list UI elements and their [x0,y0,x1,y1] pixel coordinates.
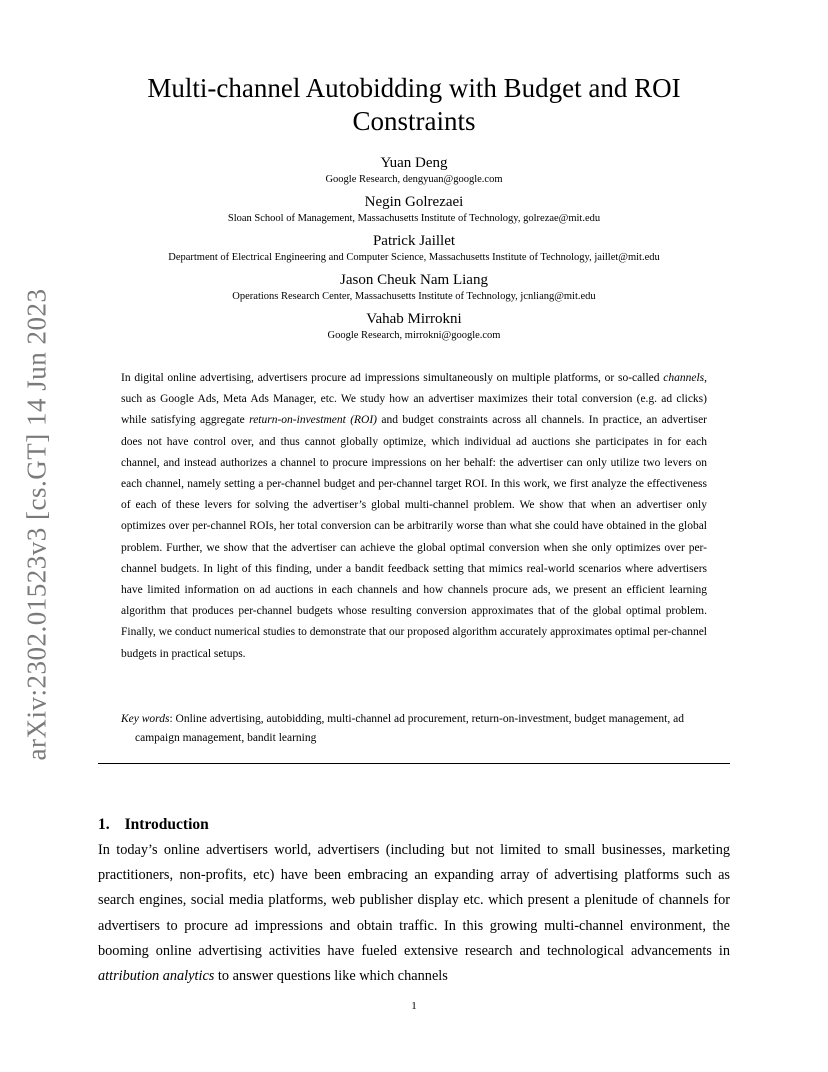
author-block [98,193,730,226]
author-affiliation: Sloan School of Management, Massachusetts Institute of Technology, golrezae@mit.edu [227,213,601,224]
horizontal-rule [98,763,730,764]
author-name: Negin Golrezaei [364,194,464,210]
abstract [121,368,707,665]
author-block [98,271,730,304]
body-text: to answer questions like which channels [214,968,448,985]
author-affiliation: Department of Electrical Engineering and Computer Science, Massachusetts Institute of Technology, jaillet@mit.edu [168,252,660,263]
author-name: Yuan Deng [380,155,448,171]
author-block [98,232,730,265]
body-emphasis: attribution analytics [98,968,215,985]
paper-title: Multi-channel Autobidding with Budget and ROI Constraints [147,73,681,136]
author-affiliation: Google Research, dengyuan@google.com [325,174,503,185]
section-heading [98,814,209,836]
author-block [98,154,730,187]
abstract-text: In digital online advertising, advertisers procure ad impressions simultaneously on multiple platforms, or so-called [121,372,664,384]
arxiv-identifier: arXiv:2302.01523v3 [cs.GT] 14 Jun 2023 [21,288,52,760]
author-name: Vahab Mirrokni [366,311,462,327]
author-affiliation: Operations Research Center, Massachusetts Institute of Technology, jcnliang@mit.edu [232,291,596,302]
section-number: 1. [98,816,110,833]
author-affiliation: Google Research, mirrokni@google.com [327,330,501,341]
keywords-text: Online advertising, autobidding, multi-channel ad procurement, return-on-investment, budget management, ad campaign management, bandit learning [135,713,684,744]
author-block [98,310,730,343]
author-name: Jason Cheuk Nam Liang [340,272,488,288]
abstract-text: , such as Google Ads, Meta Ads Manager, etc. We study how an advertiser maximizes their total conversion (e.g. ad clicks) while satisfying aggregate [121,372,707,427]
introduction-paragraph [98,838,730,989]
abstract-text: and budget constraints across all channels. In practice, an advertiser does not have control over, and thus cannot globally optimize, which individual ad auctions she participates in for each channel, and instead authorizes a channel to procure impressions on her behalf: the advertiser can only utilize two levers on each channel, namely setting a per-channel budget and per-channel target ROI. In this work, we first analyze the effectiveness of each of these levers for solving the advertiser’s global multi-channel problem. We show that when an advertiser only optimizes over per-channel ROIs, her total conversion can be arbitrarily worse than what she could have obtained in the global problem. Further, we show that the advertiser can achieve the global optimal conversion when she only optimizes over per-channel budgets. In light of this finding, under a bandit feedback setting that mimics real-world scenarios where advertisers have limited information on ad auctions in each channels and how channels procure ads, we present an efficient learning algorithm that produces per-channel budgets whose resulting conversion approximates that of the global optimal problem. Finally, we conduct numerical studies to demonstrate that our proposed algorithm accurately approximates optimal per-channel budgets in practical setups. [121,414,708,660]
author-name: Patrick Jaillet [372,233,456,249]
keywords-separator: : [169,713,176,725]
keywords-label: Key words [121,713,170,725]
page-number: 1 [411,1000,417,1012]
abstract-emphasis: channels [663,372,705,384]
author-list [98,154,730,349]
keywords [121,710,721,748]
arxiv-identifier-stamp [14,290,60,758]
body-text: In today’s online advertisers world, advertisers (including but not limited to small businesses, marketing practitioners, non-profits, etc) have been embracing an expanding array of advertising platforms such as search engines, social media platforms, web publisher display etc. which present a plenitude of channels for advertisers to procure ad impressions and obtain traffic. In this growing multi-channel environment, the booming online advertising activities have fueled extensive research and technological advancements in [98,842,730,959]
abstract-emphasis: return-on-investment (ROI) [249,414,378,427]
section-title: Introduction [124,816,209,833]
